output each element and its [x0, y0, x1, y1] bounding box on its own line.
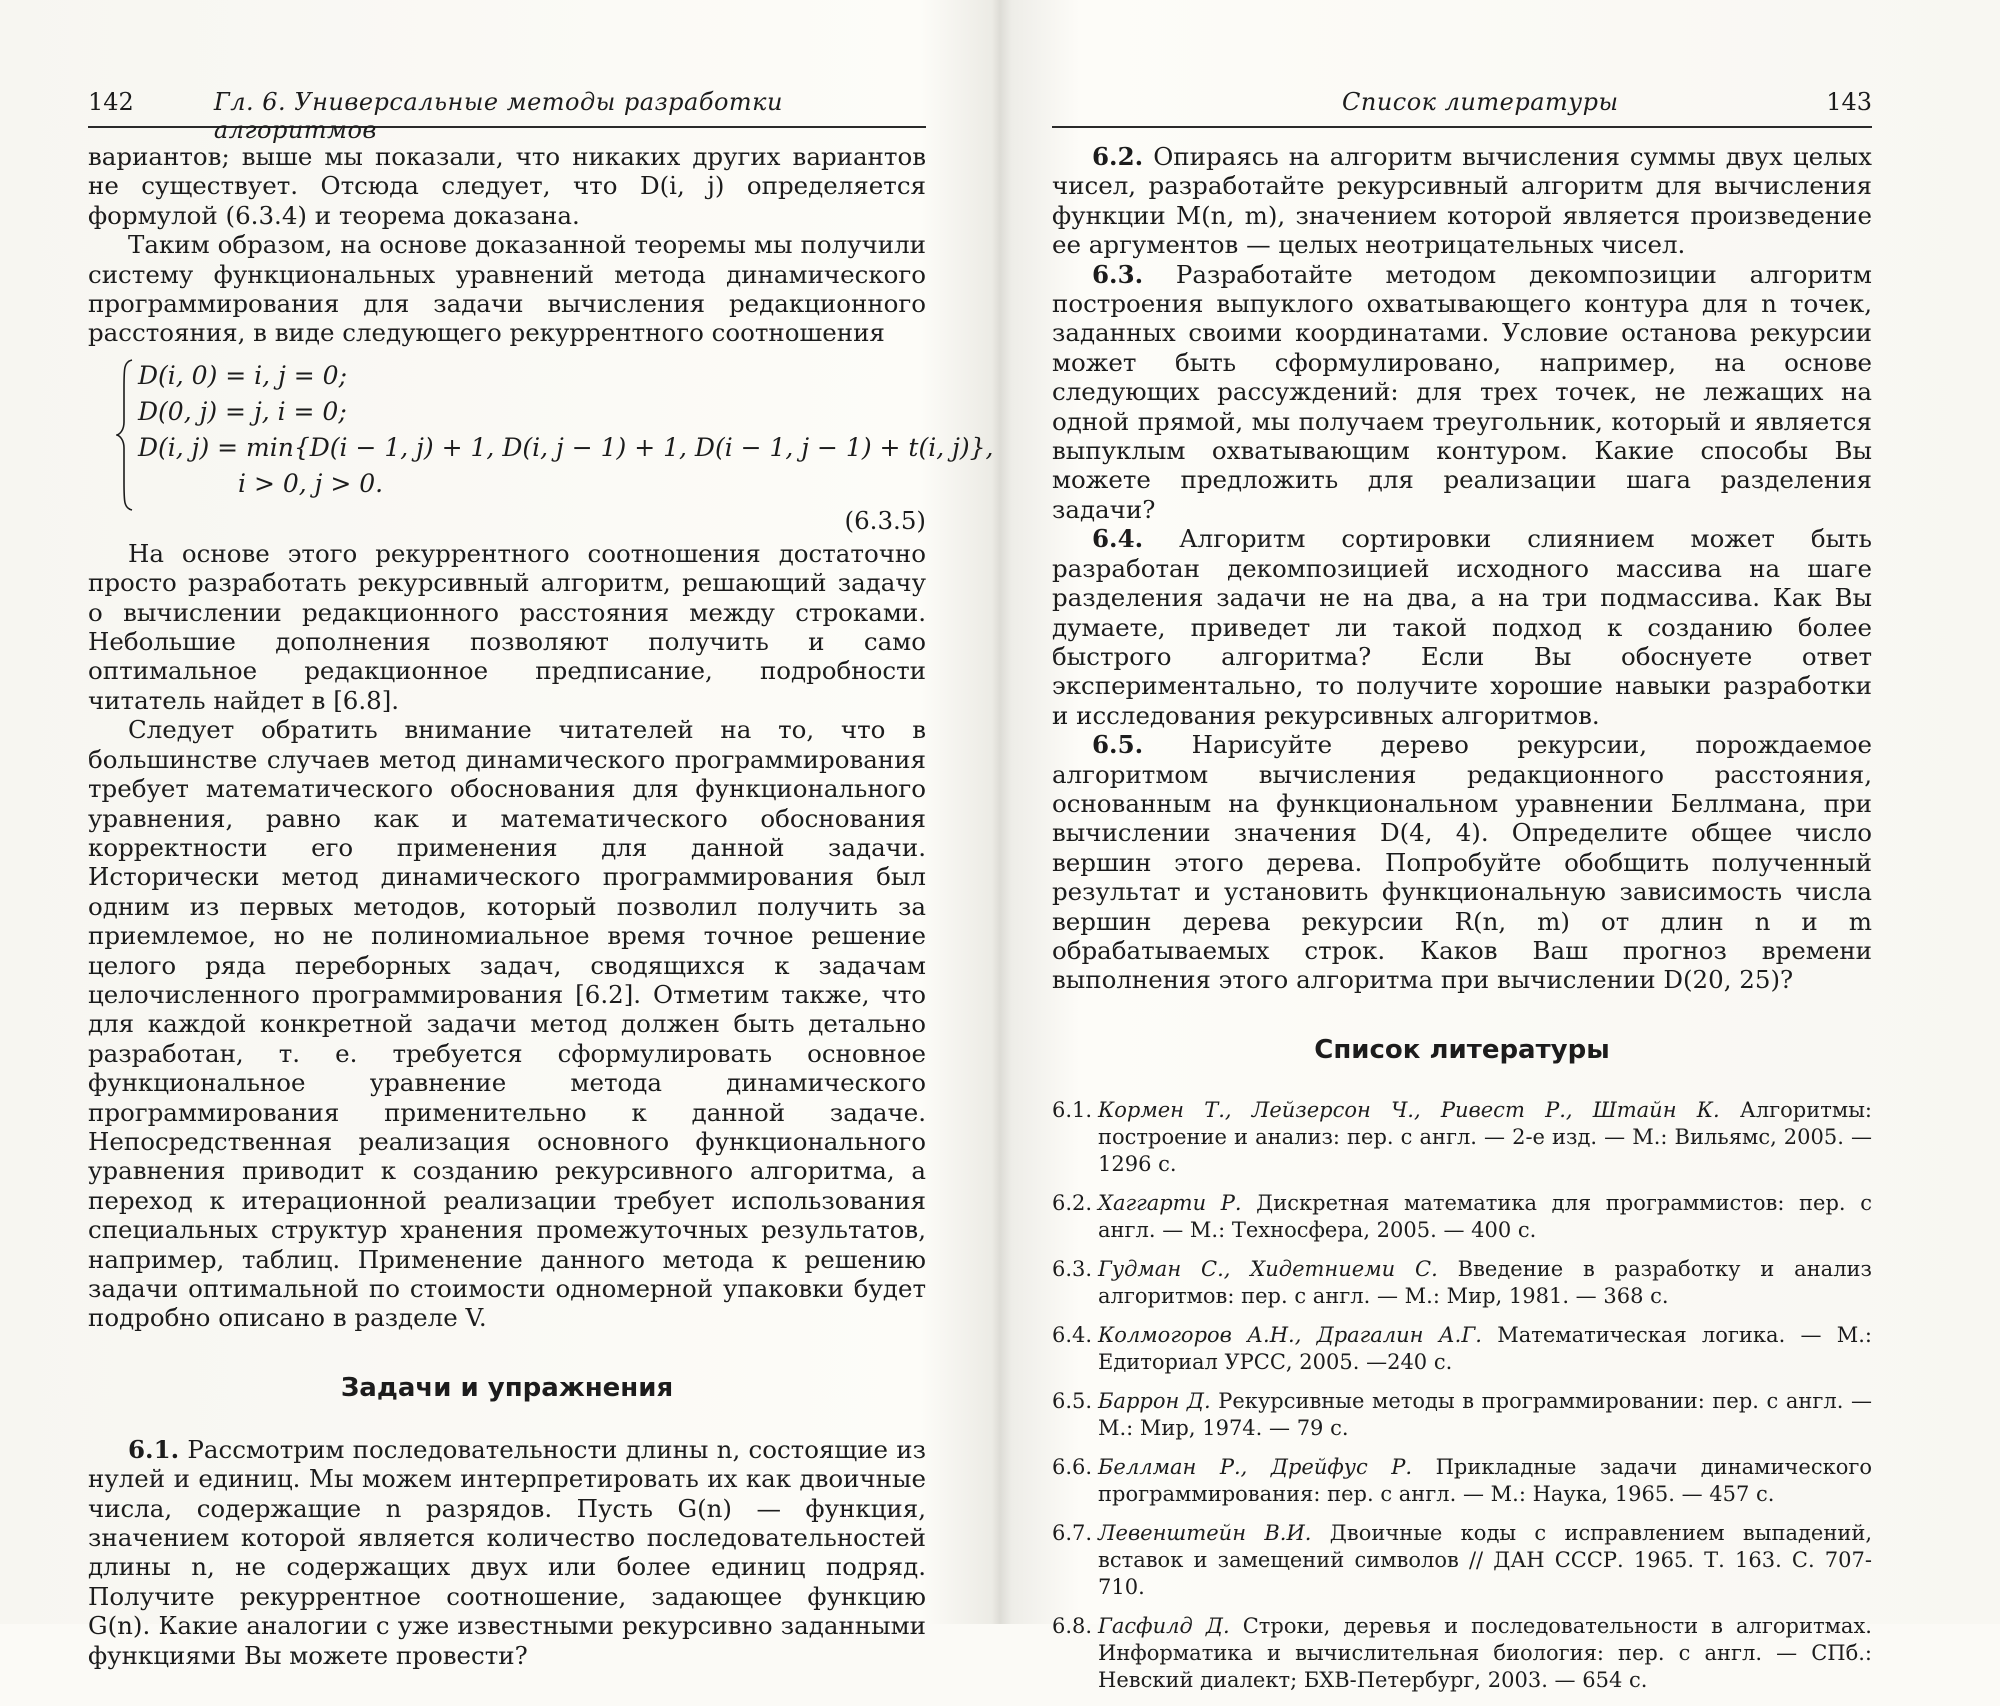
reference-details: Рекурсивные методы в программировании: пер. с англ. — М.: Мир, 1974. — 79 с. — [1098, 1388, 1872, 1440]
reference-details: Дискретная математика для программистов: пер. с англ. — М.: Техносфера, 2005. — 400 с. — [1098, 1190, 1872, 1242]
exercise-number: 6.4. — [1092, 524, 1144, 554]
reference-list — [1052, 1097, 1872, 1694]
exercise-6-4 — [1052, 524, 1872, 730]
exercise-number: 6.5. — [1092, 730, 1144, 760]
reference-authors: Беллман Р., Дрейфус Р. — [1098, 1454, 1413, 1479]
reference-authors: Кормен Т., Лейзерсон Ч., Ривест Р., Штайн К. — [1098, 1097, 1720, 1122]
exercise-6-5 — [1052, 730, 1872, 995]
exercise-text: Алгоритм сортировки слиянием может быть разработан декомпозицией исходного массива на шаге разделения задачи не на два, а на три подмассива. Как Вы думаете, приведет ли такой подход к созданию более быстрого алгоритма? Если Вы обоснуете ответ экспериментально, то получите хорошие навыки разработки и исследования рекурсивных алгоритмов. — [1052, 524, 1872, 730]
section-title-exercises: Задачи и упражнения — [340, 1372, 674, 1403]
paragraph-4: Следует обратить внимание читателей на то, что в большинстве случаев метод динамического программирования требует математического обоснования для функционального уравнения, равно как и математического обоснования корректности его применения для данной задачи. Исторически метод динамического программирования был одним из первых методов, который позволил получить за приемлемое, но не полиномиальное время точное решение целого ряда переборных задач, сводящихся к задачам целочисленного программирования [6.2]. Отметим также, что для каждой конкретной задачи метод должен быть детально разработан, т. е. требуется сформулировать основное функциональное уравнение метода динамического программирования применительно к данной задаче. Непосредственная реализация основного функционального уравнения приводит к созданию рекурсивного алгоритма, а переход к итерационной реализации требует использования специальных структур хранения промежуточных результатов, например, таблиц. Применение данного метода к решению задачи оптимальной по стоимости одномерной упаковки будет подробно описано в разделе V. — [88, 715, 926, 1333]
paragraph-3: На основе этого рекуррентного соотношения достаточно просто разработать рекурсивный алгоритм, решающий задачу о вычислении редакционного расстояния между строками. Небольшие дополнения позволяют получить и само оптимальное редакционное предписание, подробности читатель найдет в [6.8]. — [88, 538, 926, 715]
page-number-left: 142 — [88, 88, 134, 116]
exercise-text: Разработайте методом декомпозиции алгоритм построения выпуклого охватывающего контура для n точек, заданных своими координатами. Условие останова рекурсии может быть сформулировано, например, на основе следующих рассуждений: для трех точек, не лежащих на одной прямой, мы получаем треугольник, который и является выпуклым охватывающим контуром. Какие способы Вы можете предложить для реализации шага разделения задачи? — [1052, 259, 1872, 524]
reference-authors: Гудман С., Хидетниеми С. — [1098, 1256, 1438, 1281]
exercise-6-1 — [88, 1435, 926, 1670]
section-title-references: Список литературы — [1314, 1034, 1610, 1065]
reference-authors: Баррон Д. — [1098, 1388, 1211, 1413]
paragraph-1: вариантов; выше мы показали, что никаких других вариантов не существует. Отсюда следует, что D(i, j) определяется формулой (6.3.4) и теорема доказана. — [88, 142, 926, 230]
running-title-left: Гл. 6. Универсальные методы разработки алгоритмов — [213, 88, 783, 144]
reference-number: 6.8. — [1052, 1613, 1093, 1638]
reference-authors: Левенштейн В.И. — [1098, 1520, 1312, 1545]
running-header-right — [1052, 88, 1872, 128]
reference-number: 6.6. — [1052, 1454, 1093, 1479]
exercise-6-3 — [1052, 260, 1872, 525]
exercise-number: 6.3. — [1092, 259, 1144, 289]
exercise-text: Рассмотрим последовательности длины n, состоящие из нулей и единиц. Мы можем интерпретировать их как двоичные числа, содержащие n разрядов. Пусть G(n) — функция, значением которой является количество последовательностей длины n, не содержащих двух или более единиц подряд. Получите рекуррентное соотношение, задающее функцию G(n). Какие аналогии с уже известными рекурсивно заданными функциями Вы можете провести? — [88, 1434, 926, 1670]
brace-icon — [116, 358, 134, 512]
reference-number: 6.1. — [1052, 1097, 1093, 1122]
reference-item — [1052, 1454, 1872, 1508]
reference-details: Математическая логика. — М.: Едиториал УРСС, 2005. —240 с. — [1098, 1322, 1872, 1374]
exercise-text: Опираясь на алгоритм вычисления суммы двух целых чисел, разработайте рекурсивный алгоритм для вычисления функции M(n, m), значением которой является произведение ее аргументов — целых неотрицательных чисел. — [1052, 142, 1872, 260]
reference-item — [1052, 1520, 1872, 1601]
reference-item — [1052, 1388, 1872, 1442]
right-page — [1052, 88, 1872, 1706]
reference-item — [1052, 1190, 1872, 1244]
exercise-text: Нарисуйте дерево рекурсии, порождаемое алгоритмом вычисления редакционного расстояния, основанным на функциональном уравнении Беллмана, при вычислении значения D(4, 4). Определите общее число вершин этого дерева. Попробуйте обобщить полученный результат и установить функциональную зависимость числа вершин дерева рекурсии R(n, m) от длин n и m обрабатываемых строк. Каков Ваш прогноз времени выполнения этого алгоритма при вычислении D(20, 25)? — [1052, 730, 1872, 995]
exercise-number: 6.1. — [128, 1434, 180, 1464]
reference-authors: Хаггарти Р. — [1098, 1190, 1242, 1215]
reference-number: 6.4. — [1052, 1322, 1093, 1347]
reference-details: Строки, деревья и последовательности в алгоритмах. Информатика и вычислительная биология: пер. с англ. — СПб.: Невский диалект; БХВ-Петербург, 2003. — 654 с. — [1098, 1613, 1872, 1692]
reference-details: Алгоритмы: построение и анализ: пер. с англ. — 2-е изд. — М.: Вильямс, 2005. — 1296 с. — [1098, 1097, 1872, 1176]
running-header-left — [88, 88, 926, 144]
reference-details: Введение в разработку и анализ алгоритмов: пер. с англ. — М.: Мир, 1981. — 368 с. — [1098, 1256, 1872, 1308]
reference-item — [1052, 1322, 1872, 1376]
equation-line-3: D(i, j) = min{D(i − 1, j) + 1, D(i, j − 1) + 1, D(i − 1, j − 1) + t(i, j)}, — [138, 432, 994, 462]
running-title-right: Список литературы — [1342, 88, 1619, 116]
left-page — [88, 88, 994, 1670]
exercise-6-2 — [1052, 142, 1872, 260]
reference-details: Прикладные задачи динамического программирования: пер. с англ. — М.: Наука, 1965. — 457 с. — [1098, 1454, 1872, 1506]
reference-number: 6.5. — [1052, 1388, 1093, 1413]
reference-authors: Гасфилд Д. — [1098, 1613, 1230, 1638]
equation-number: (6.3.5) — [844, 505, 926, 535]
reference-item — [1052, 1097, 1872, 1178]
equation-line-2: D(0, j) = j, i = 0; — [138, 396, 347, 426]
exercise-number: 6.2. — [1092, 142, 1144, 171]
reference-item — [1052, 1613, 1872, 1694]
page-number-right: 143 — [1826, 88, 1872, 116]
reference-authors: Колмогоров А.Н., Драгалин А.Г. — [1098, 1322, 1482, 1347]
reference-number: 6.7. — [1052, 1520, 1093, 1545]
reference-item — [1052, 1256, 1872, 1310]
equation-line-1: D(i, 0) = i, j = 0; — [138, 360, 347, 390]
paragraph-2: Таким образом, на основе доказанной теоремы мы получили систему функциональных уравнений метода динамического программирования для задачи вычисления редакционного расстояния, в виде следующего рекуррентного соотношения — [88, 230, 926, 348]
recurrence-equation — [116, 358, 994, 502]
reference-details: Двоичные коды с исправлением выпадений, вставок и замещений символов // ДАН СССР. 1965. Т. 163. С. 707-710. — [1098, 1520, 1872, 1599]
reference-number: 6.3. — [1052, 1256, 1093, 1281]
equation-line-4: i > 0, j > 0. — [238, 468, 384, 498]
reference-number: 6.2. — [1052, 1190, 1093, 1215]
